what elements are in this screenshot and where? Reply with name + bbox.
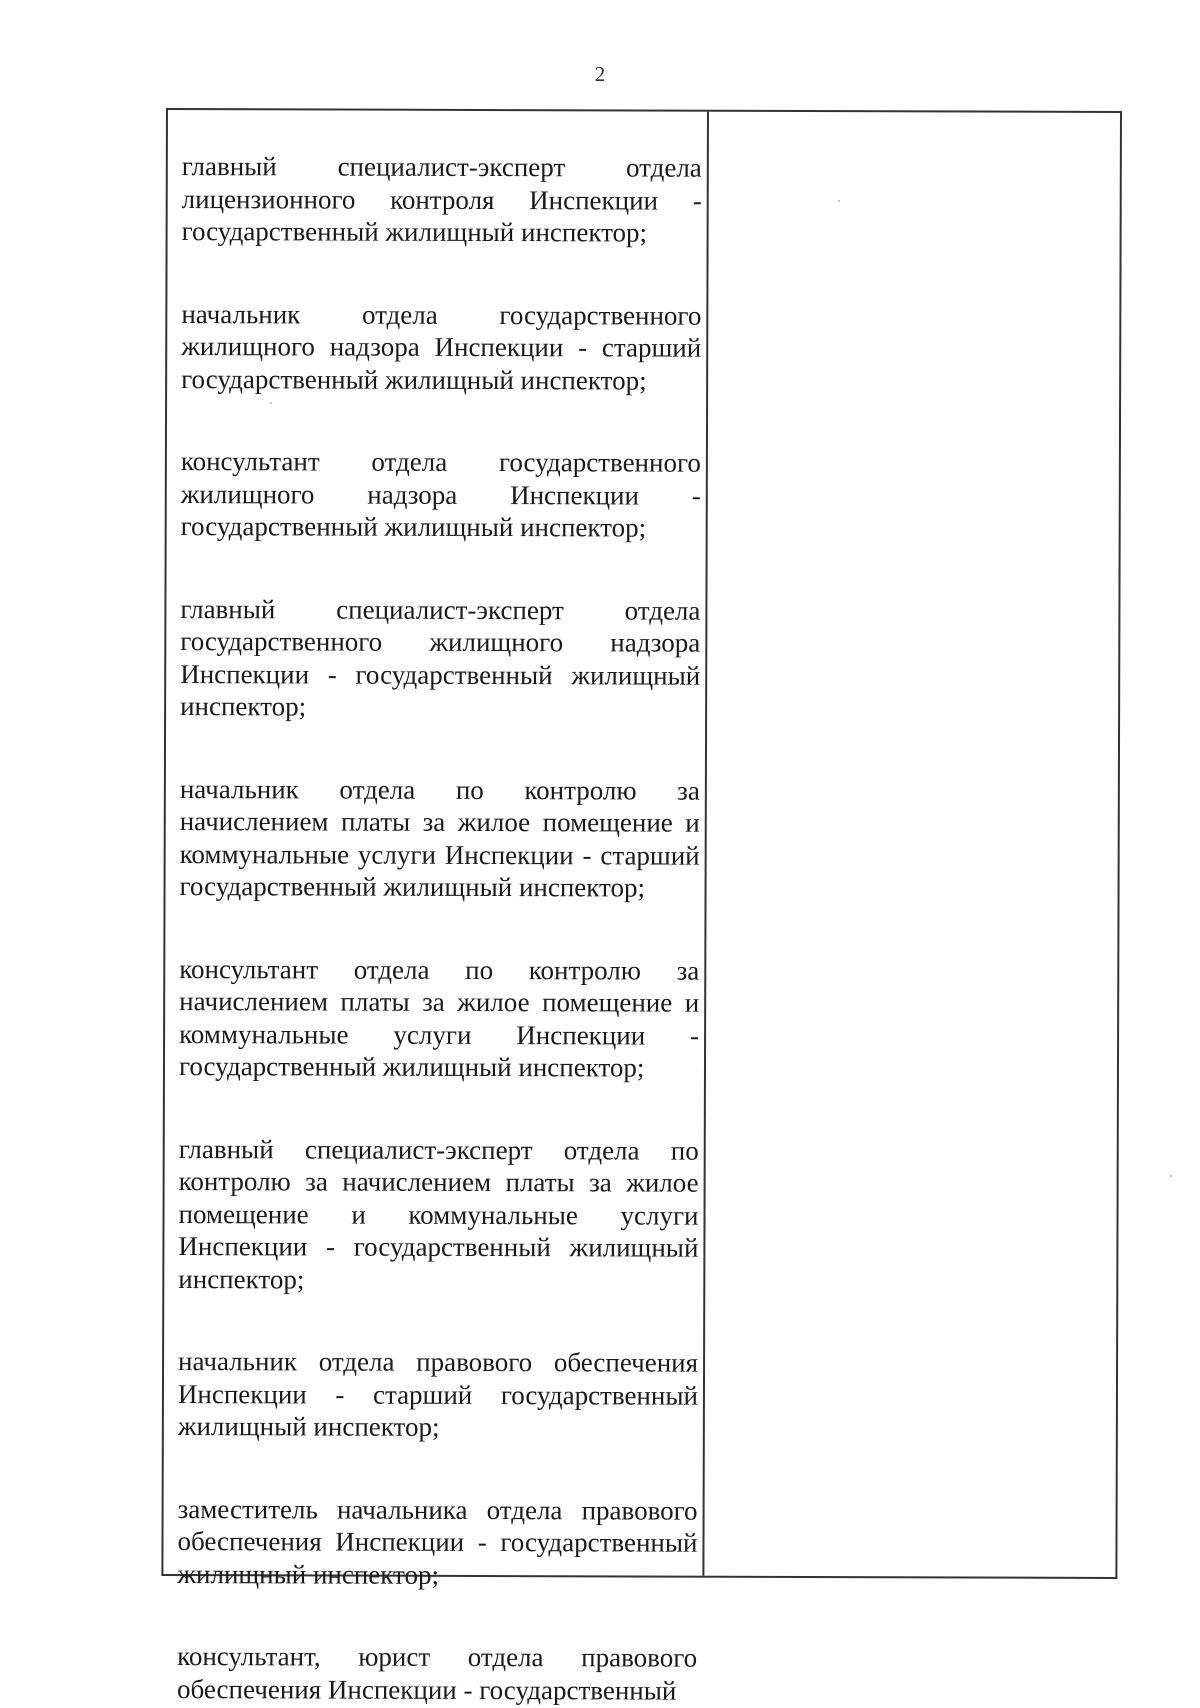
position-entry: начальник отдела правового обеспечения Инспекции - старший государственный жилищный инспектор; (177, 1346, 699, 1442)
position-entry: заместитель начальника отдела правового обеспечения Инспекции - государственный жилищный инспектор; (177, 1493, 698, 1590)
page-number: 2 (594, 62, 606, 86)
scan-speck (838, 200, 840, 202)
position-entry: начальник отдела по контролю за начислением платы за жилое помещение и коммунальные услуги Инспекции - старший государственный жилищный инспектор; (179, 773, 700, 903)
left-column (177, 150, 702, 1707)
position-entry: консультант отдела по контролю за начислением платы за жилое помещение и коммунальные услуги Инспекции - государственный жилищный инспектор; (178, 953, 700, 1083)
position-entry: главный специалист-эксперт отдела по контролю за начислением платы за жилое помещение и коммунальные услуги Инспекции - государственный жилищный инспектор; (178, 1133, 699, 1294)
positions-table (161, 108, 1122, 1706)
column-divider (702, 112, 709, 1576)
right-column (168, 110, 1120, 113)
scan-speck (1170, 1175, 1172, 1177)
scan-speck (270, 402, 272, 404)
position-entry: консультант отдела государственного жилищного надзора Инспекции - государственный жилищный инспектор; (180, 446, 701, 543)
position-entry: начальник отдела государственного жилищного надзора Инспекции - старший государственный жилищный инспектор; (181, 298, 702, 396)
position-entry: главный специалист-эксперт отдела лицензионного контроля Инспекции - государственный жилищный инспектор; (181, 151, 702, 248)
position-entry: консультант, юрист отдела правового обеспечения Инспекции - государственный (176, 1641, 698, 1706)
position-entry: главный специалист-эксперт отдела государственного жилищного надзора Инспекции - государственный жилищный инспектор; (180, 593, 701, 722)
